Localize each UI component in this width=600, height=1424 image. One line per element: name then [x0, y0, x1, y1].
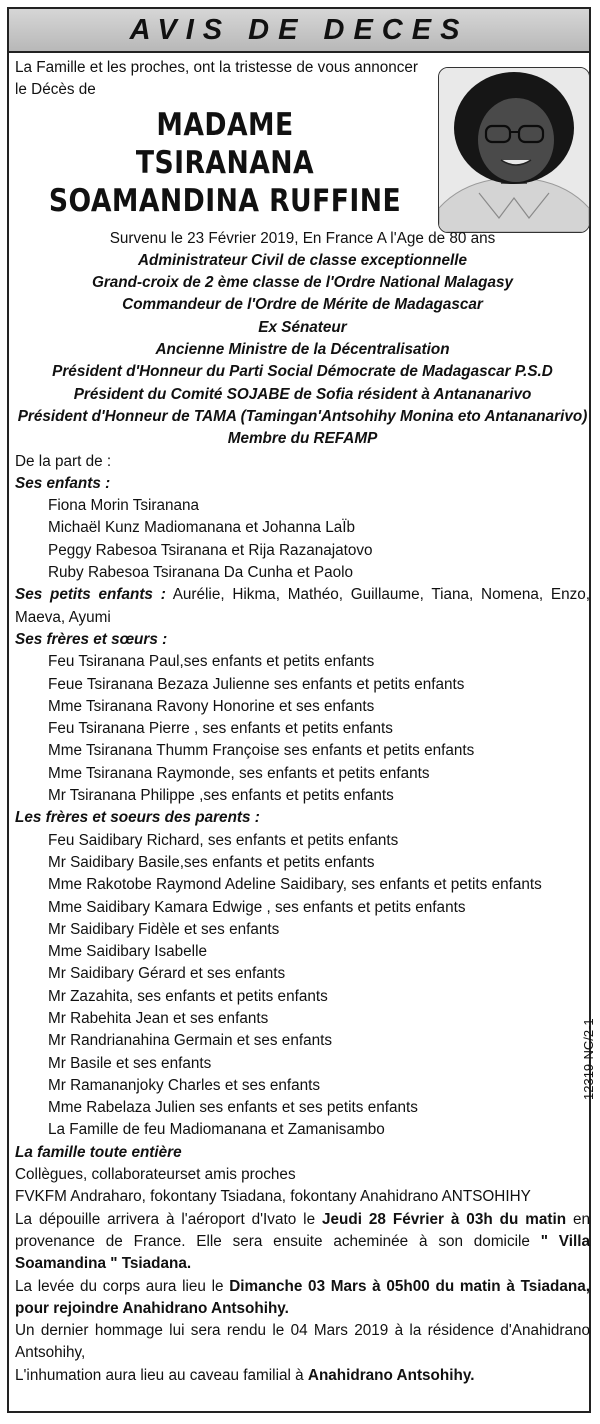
depouille-place: " Villa Soamandina " Tsiadana.	[15, 1232, 590, 1273]
freres-list	[15, 651, 590, 807]
title-line: Président d'Honneur du Parti Social Démocrate de Madagascar P.S.D	[52, 363, 553, 381]
list-item: Mr Tsiranana Philippe ,ses enfants et petits enfants	[48, 787, 394, 805]
intro-text: La Famille et les proches, ont la tristesse de vous annoncer le Décès de	[15, 59, 419, 99]
list-item: Ruby Rabesoa Tsiranana Da Cunha et Paolo	[48, 564, 354, 582]
levee-date: Dimanche 03 Mars à 05h00 du matin à Tsiadana, pour rejoindre Anahidrano Antsohihy.	[15, 1277, 590, 1317]
inhumation-paragraph	[15, 1365, 590, 1387]
section-heading-enfants: Ses enfants :	[15, 474, 111, 492]
list-item: Fiona Morin Tsiranana	[48, 497, 200, 515]
list-item: Mr Ramananjoky Charles et ses enfants	[48, 1076, 321, 1094]
section-heading-parents: Les frères et soeurs des parents :	[15, 809, 260, 827]
list-item: Feu Saidibary Richard, ses enfants et petits enfants	[48, 831, 399, 849]
enfants-list	[15, 495, 590, 584]
list-item: Mr Rabehita Jean et ses enfants	[48, 1009, 269, 1027]
list-item: Feu Tsiranana Pierre , ses enfants et petits enfants	[48, 720, 393, 738]
parents-list	[15, 830, 590, 1142]
deceased-name	[15, 106, 590, 220]
list-item: Peggy Rabesoa Tsiranana et Rija Razanajatovo	[48, 541, 373, 559]
list-item: Mme Saidibary Isabelle	[48, 943, 207, 961]
list-item: Mme Tsiranana Thumm Françoise ses enfants et petits enfants	[48, 742, 475, 760]
hommage-paragraph: Un dernier hommage lui sera rendu le 04 Mars 2019 à la résidence d'Anahidrano Antsohihy,	[15, 1322, 590, 1362]
title-line: Président du Comité SOJABE de Sofia résident à Antananarivo	[73, 385, 532, 403]
notice-body	[15, 57, 590, 1387]
list-item: Michaël Kunz Madiomanana et Johanna LaÏb	[48, 519, 355, 537]
list-item: Mme Tsiranana Raymonde, ses enfants et petits enfants	[48, 764, 430, 782]
list-item: Mr Basile et ses enfants	[48, 1054, 212, 1072]
title-line: Commandeur de l'Ordre de Mérite de Madagascar	[122, 296, 483, 314]
inhumation-text: L'inhumation aura lieu au caveau familial à	[15, 1366, 308, 1384]
list-item: Mr Saidibary Gérard et ses enfants	[48, 965, 286, 983]
petits-enfants-paragraph	[15, 584, 590, 629]
petits-enfants-names: Aurélie, Hikma, Mathéo, Guillaume, Tiana, Nomena, Enzo, Maeva, Ayumi	[15, 586, 590, 626]
list-item: Mr Saidibary Basile,ses enfants et petits enfants	[48, 853, 375, 871]
name-line: SOAMANDINA RUFFINE	[48, 182, 402, 219]
depouille-text: en provenance de France. Elle sera ensuite acheminée à son domicile	[15, 1210, 591, 1250]
list-item: Feu Tsiranana Paul,ses enfants et petits enfants	[48, 653, 375, 671]
titles-list	[15, 250, 590, 451]
list-item: Mme Saidibary Kamara Edwige , ses enfants et petits enfants	[48, 898, 466, 916]
header-bar	[9, 9, 589, 53]
title-line: Administrateur Civil de classe exceptionnelle	[137, 251, 467, 269]
depouille-text: La dépouille arrivera à l'aéroport d'Ivato le	[15, 1210, 323, 1228]
collegues-line: Collègues, collaborateurset amis proches	[15, 1166, 296, 1184]
title-line: Grand-croix de 2 ème classe de l'Ordre National Malagasy	[91, 274, 514, 292]
levee-text: La levée du corps aura lieu le	[15, 1277, 230, 1295]
de-la-part-label: De la part de :	[15, 452, 112, 470]
title-line: Ex Sénateur	[258, 318, 347, 336]
depouille-date: Jeudi 28 Février à 03h du matin	[322, 1210, 567, 1228]
list-item: Mr Randrianahina Germain et ses enfants	[48, 1032, 332, 1050]
page-title: AVIS DE DECES	[129, 13, 469, 46]
title-line: Membre du REFAMP	[227, 430, 378, 448]
fvkfm-line: FVKFM Andraharo, fokontany Tsiadana, fokontany Anahidrano ANTSOHIHY	[15, 1188, 531, 1206]
list-item: Feue Tsiranana Bezaza Julienne ses enfants et petits enfants	[48, 675, 465, 693]
name-line: MADAME	[156, 106, 294, 143]
list-item: Mr Saidibary Fidèle et ses enfants	[48, 920, 280, 938]
date-of-death: Survenu le 23 Février 2019, En France A l'Age de 80 ans	[109, 229, 496, 247]
name-line: TSIRANANA	[135, 144, 315, 181]
section-heading-petits-enfants: Ses petits enfants :	[15, 586, 166, 604]
title-line: Président d'Honneur de TAMA (Tamingan'Antsohihy Monina eto Antananarivo)	[17, 407, 588, 425]
depouille-paragraph	[15, 1209, 590, 1276]
section-heading-famille: La famille toute entière	[15, 1143, 182, 1161]
section-heading-freres: Ses frères et sœurs :	[15, 630, 168, 648]
list-item: Mme Tsiranana Ravony Honorine et ses enfants	[48, 697, 375, 715]
title-line: Ancienne Ministre de la Décentralisation	[155, 341, 450, 359]
list-item: La Famille de feu Madiomanana et Zamanisambo	[48, 1121, 385, 1139]
reference-code: 12319-NC/2-1	[581, 1018, 596, 1100]
list-item: Mme Rakotobe Raymond Adeline Saidibary, ses enfants et petits enfants	[48, 876, 542, 894]
list-item: Mr Zazahita, ses enfants et petits enfants	[48, 987, 328, 1005]
inhumation-place: Anahidrano Antsohihy.	[307, 1366, 475, 1384]
list-item: Mme Rabelaza Julien ses enfants et ses petits enfants	[48, 1099, 418, 1117]
levee-paragraph	[15, 1276, 590, 1321]
